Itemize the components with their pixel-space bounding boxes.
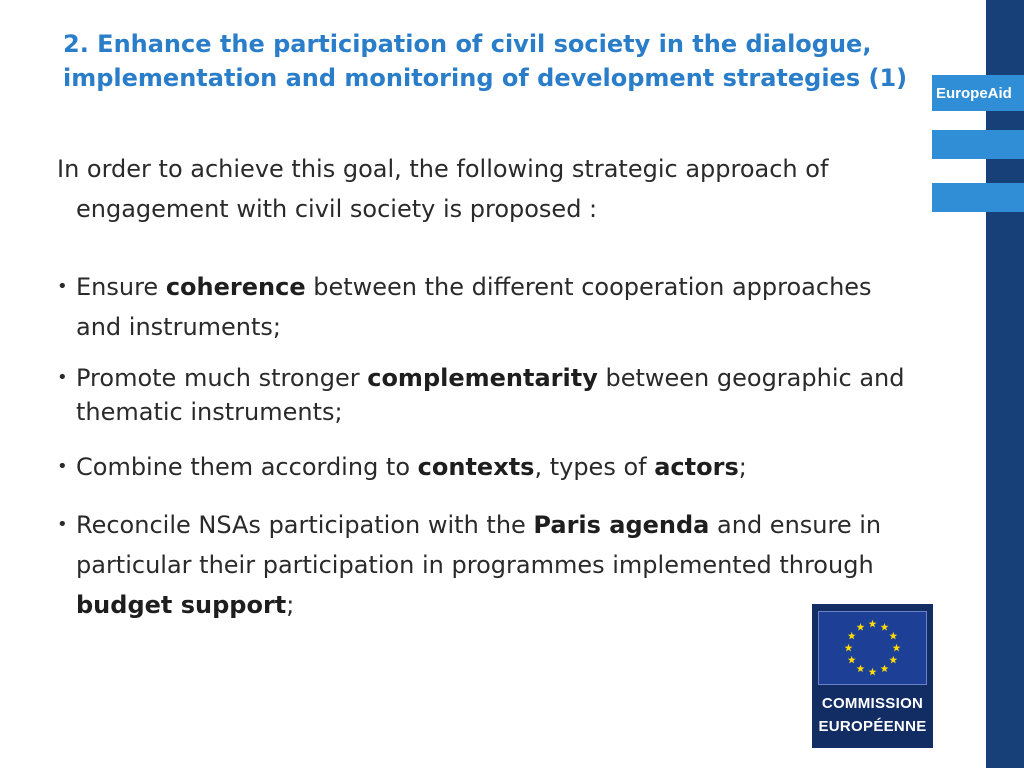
- right-decorative-band: [986, 0, 1024, 768]
- bullet-item: [57, 361, 917, 429]
- bullet-emphasis: actors: [654, 453, 739, 481]
- eu-star-icon: [848, 656, 856, 664]
- bullet-emphasis: budget support: [76, 591, 287, 619]
- bullet-text: and ensure in particular their participation in programmes implemented through: [76, 511, 882, 579]
- eu-star-icon: [881, 665, 889, 673]
- eu-star-icon: [857, 665, 865, 673]
- european-commission-logo: [812, 604, 933, 748]
- bullet-icon: •: [57, 276, 68, 297]
- eu-star-icon: [869, 620, 877, 628]
- bullet-item: [57, 267, 917, 347]
- europeaid-label: EuropeAid: [936, 84, 1012, 102]
- bullet-icon: •: [57, 367, 68, 388]
- bullet-item: [57, 449, 917, 485]
- bullet-emphasis: Paris agenda: [533, 511, 710, 539]
- eu-star-icon: [893, 644, 901, 652]
- eu-star-icon: [889, 656, 897, 664]
- bullet-emphasis: coherence: [165, 273, 306, 301]
- bullet-text: Combine them according to: [76, 453, 418, 481]
- logo-text-line2: EUROPÉENNE: [818, 718, 927, 735]
- bullet-emphasis: complementarity: [367, 364, 598, 392]
- eu-star-icon: [889, 632, 897, 640]
- bullet-text: Reconcile NSAs participation with the: [76, 511, 534, 539]
- intro-paragraph: In order to achieve this goal, the following strategic approach of engagement with civil society is proposed :: [57, 155, 829, 223]
- bullet-text: Promote much stronger: [76, 364, 368, 392]
- bullet-text: between geographic and thematic instruments;: [76, 364, 905, 426]
- bullet-emphasis: contexts: [417, 453, 535, 481]
- bullet-list: [57, 267, 917, 625]
- eu-flag-icon: [819, 612, 926, 684]
- logo-text-line1: COMMISSION: [821, 695, 924, 712]
- europeaid-tab: [932, 75, 1024, 111]
- bullet-text: , types of: [534, 453, 655, 481]
- eu-star-icon: [848, 632, 856, 640]
- eu-star-icon: [857, 623, 865, 631]
- bullet-item: [57, 505, 917, 625]
- slide-title: 2. Enhance the participation of civil society in the dialogue, implementation and monitoring of development strategies (1): [63, 30, 908, 92]
- bullet-icon: •: [57, 456, 68, 477]
- eu-star-icon: [845, 644, 853, 652]
- bullet-text: ;: [286, 591, 295, 619]
- bullet-text: ;: [738, 453, 747, 481]
- bullet-icon: •: [57, 514, 68, 535]
- eu-star-icon: [869, 668, 877, 676]
- eu-stars-icon: [819, 612, 926, 684]
- eu-star-icon: [881, 623, 889, 631]
- bullet-text: Ensure: [76, 273, 166, 301]
- bullet-text: between the different cooperation approaches and instruments;: [76, 273, 872, 341]
